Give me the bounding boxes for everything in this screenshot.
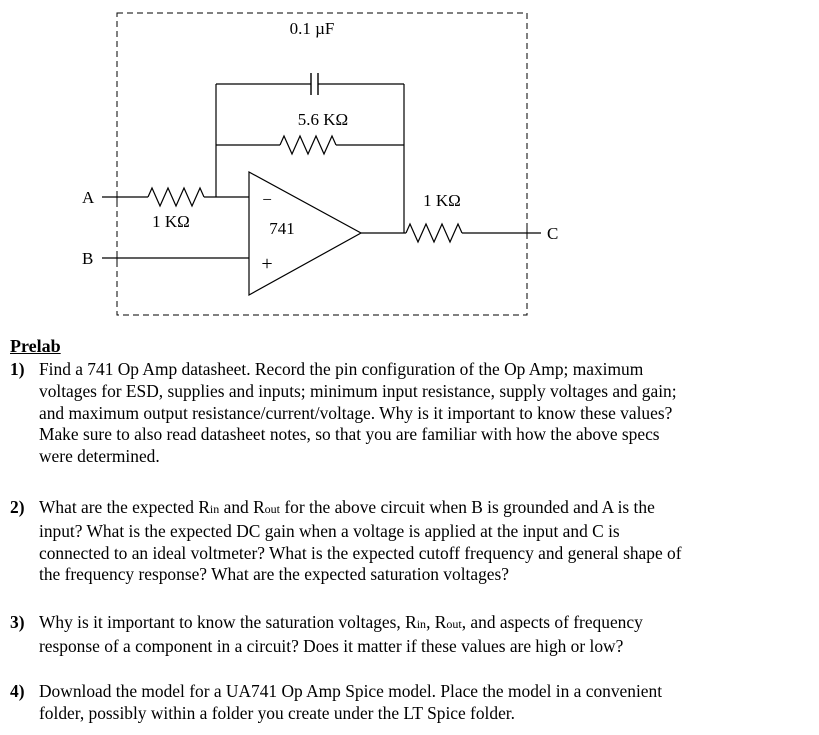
feedback-resistor-label: 5.6 KΩ bbox=[297, 110, 349, 129]
question-1-line: voltages for ESD, supplies and inputs; minimum input resistance, supply voltages and gain; bbox=[39, 380, 677, 401]
question-4-number: 4) bbox=[10, 681, 25, 701]
output-resistor-label: 1 KΩ bbox=[423, 191, 461, 210]
question-1-line: Find a 741 Op Amp datasheet. Record the pin configuration of the Op Amp; maximum bbox=[39, 359, 644, 379]
question-2-line: the frequency response? What are the expected saturation voltages? bbox=[39, 564, 509, 585]
question-1-line: and maximum output resistance/current/voltage. Why is it important to know these values? bbox=[39, 402, 673, 423]
capacitor bbox=[311, 73, 318, 95]
noninverting-sign: + bbox=[261, 253, 273, 275]
node-b-label: B bbox=[82, 249, 94, 268]
capacitor-label: 0.1 µF bbox=[289, 19, 335, 38]
question-2 bbox=[10, 497, 682, 586]
node-c-label: C bbox=[547, 224, 559, 243]
question-4 bbox=[10, 681, 662, 725]
question-1-number: 1) bbox=[10, 359, 25, 379]
opamp-label: 741 bbox=[269, 219, 295, 238]
dashed-enclosure bbox=[117, 13, 527, 315]
question-2-line: connected to an ideal voltmeter? What is the expected cutoff frequency and general shape of bbox=[39, 542, 682, 563]
inverting-sign: − bbox=[262, 190, 272, 209]
question-3-line: Why is it important to know the saturation voltages, Rin, Rout, and aspects of frequency bbox=[39, 612, 643, 632]
question-2-line: input? What is the expected DC gain when a voltage is applied at the input and C is bbox=[39, 520, 620, 541]
question-2-number: 2) bbox=[10, 497, 25, 517]
node-a-label: A bbox=[82, 188, 95, 207]
input-resistor-label: 1 KΩ bbox=[152, 212, 190, 231]
question-1 bbox=[10, 359, 677, 468]
question-4-line: Download the model for a UA741 Op Amp Spice model. Place the model in a convenient bbox=[39, 681, 663, 701]
output-resistor bbox=[406, 224, 462, 242]
question-2-line: What are the expected Rin and Rout for the above circuit when B is grounded and A is the bbox=[39, 497, 655, 517]
question-1-line: were determined. bbox=[39, 446, 160, 467]
input-resistor bbox=[148, 188, 204, 206]
prelab-heading: Prelab bbox=[10, 336, 61, 356]
question-3-number: 3) bbox=[10, 612, 25, 632]
circuit-diagram bbox=[0, 0, 819, 330]
question-1-line: Make sure to also read datasheet notes, so that you are familiar with how the above specs bbox=[39, 424, 660, 445]
question-4-line: folder, possibly within a folder you create under the LT Spice folder. bbox=[39, 702, 515, 723]
question-3 bbox=[10, 612, 643, 658]
question-3-line: response of a component in a circuit? Does it matter if these values are high or low? bbox=[39, 635, 624, 656]
feedback-resistor bbox=[280, 136, 336, 154]
